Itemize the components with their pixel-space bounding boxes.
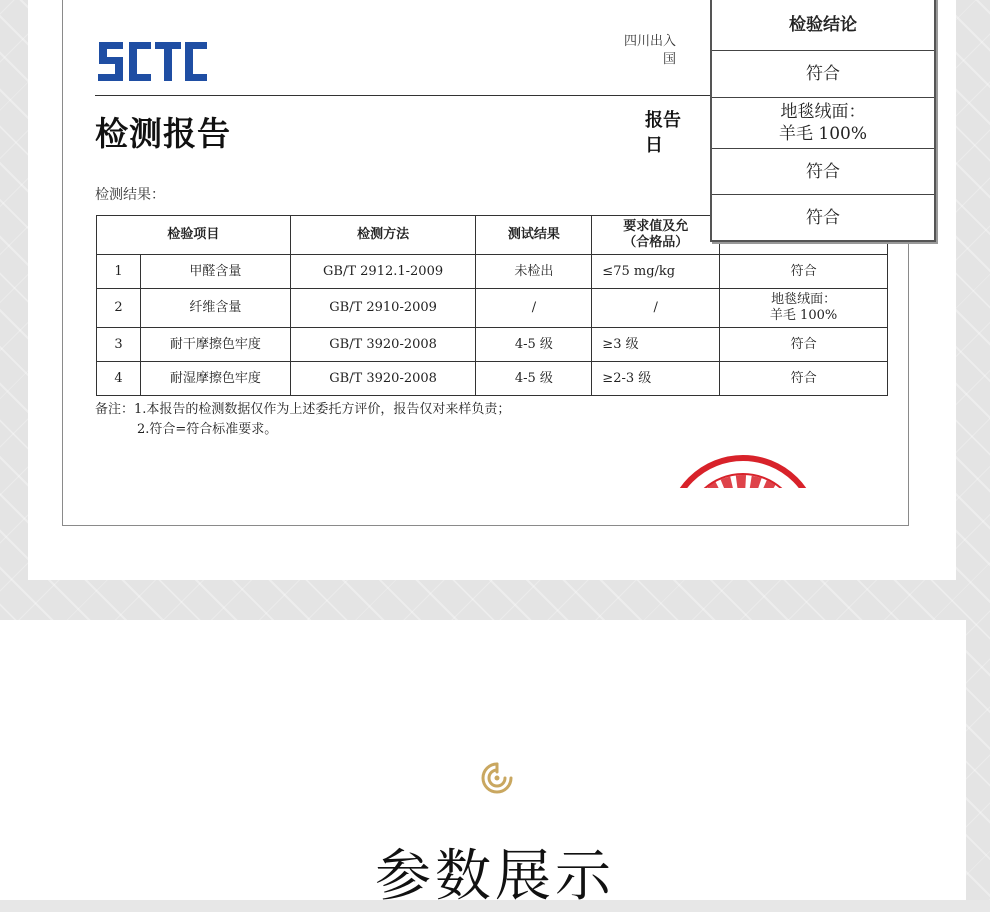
report-card bbox=[28, 0, 956, 580]
popup-row2-line1: 地毯绒面： bbox=[780, 102, 866, 122]
table-row bbox=[97, 289, 888, 328]
row-method: GB/T 2910-2009 bbox=[290, 289, 476, 328]
org-name-line2: 国 bbox=[662, 52, 676, 67]
row-number: 4 bbox=[97, 362, 141, 396]
col-header-method: 检测方法 bbox=[290, 216, 476, 255]
requirement-header-line1: 要求值及允 bbox=[623, 219, 689, 234]
row-result: 未检出 bbox=[476, 255, 592, 289]
row-method: GB/T 3920-2008 bbox=[290, 362, 476, 396]
row-method: GB/T 3920-2008 bbox=[290, 328, 476, 362]
row-number: 1 bbox=[97, 255, 141, 289]
results-table bbox=[96, 215, 888, 396]
row-item: 耐湿摩擦色牢度 bbox=[140, 362, 290, 396]
row-result: / bbox=[476, 289, 592, 328]
row-number: 3 bbox=[97, 328, 141, 362]
org-name-line1: 四川出入 bbox=[623, 34, 676, 49]
col-header-result: 测试结果 bbox=[476, 216, 592, 255]
note-line1: 备注：1.本报告的检测数据仅作为上述委托方评价，报告仅对来样负责； bbox=[95, 402, 511, 417]
sctc-logo bbox=[97, 36, 215, 86]
row-item: 甲醛含量 bbox=[140, 255, 290, 289]
popup-row: 符合 bbox=[712, 51, 934, 98]
report-number-label: 报告 bbox=[645, 110, 681, 131]
requirement-header-line2: （合格品） bbox=[623, 235, 689, 250]
testing-organization bbox=[624, 33, 676, 69]
target-swirl-icon bbox=[479, 760, 515, 796]
popup-row bbox=[712, 98, 934, 149]
row-requirement: ≤75 mg/kg bbox=[592, 255, 720, 289]
conclusion-popup bbox=[710, 0, 936, 242]
row-requirement: ≥3 级 bbox=[592, 328, 720, 362]
report-notes bbox=[95, 400, 510, 440]
col-header-requirement bbox=[592, 216, 720, 255]
results-label: 检测结果： bbox=[95, 187, 165, 203]
official-stamp bbox=[663, 452, 823, 488]
popup-row: 符合 bbox=[806, 207, 840, 228]
popup-header: 检验结论 bbox=[712, 0, 934, 51]
row-conclusion: 符合 bbox=[720, 362, 888, 396]
table-row bbox=[97, 255, 888, 289]
row-conclusion: 符合 bbox=[720, 255, 888, 289]
row-requirement: ≥2-3 级 bbox=[592, 362, 720, 396]
row-method: GB/T 2912.1-2009 bbox=[290, 255, 476, 289]
row-result: 4-5 级 bbox=[476, 362, 592, 396]
row-conclusion: 符合 bbox=[720, 328, 888, 362]
table-row bbox=[97, 328, 888, 362]
note-line2: 2.符合=符合标准要求。 bbox=[137, 422, 278, 437]
row-requirement: / bbox=[592, 289, 720, 328]
row-number: 2 bbox=[97, 289, 141, 328]
conclusion-line1: 地毯绒面： bbox=[771, 292, 837, 307]
row-conclusion bbox=[720, 289, 888, 328]
row-result: 4-5 级 bbox=[476, 328, 592, 362]
col-header-item: 检验项目 bbox=[97, 216, 291, 255]
report-date-label: 日 bbox=[645, 135, 663, 156]
report-meta bbox=[645, 108, 681, 158]
table-row bbox=[97, 362, 888, 396]
popup-row: 符合 bbox=[712, 149, 934, 195]
popup-row2-line2: 羊毛 100% bbox=[778, 124, 867, 144]
section-title: 参数展示 bbox=[375, 844, 615, 909]
row-item: 纤维含量 bbox=[140, 289, 290, 328]
conclusion-line2: 羊毛 100% bbox=[769, 308, 838, 323]
row-item: 耐干摩擦色牢度 bbox=[140, 328, 290, 362]
report-title: 检测报告 bbox=[95, 114, 231, 153]
